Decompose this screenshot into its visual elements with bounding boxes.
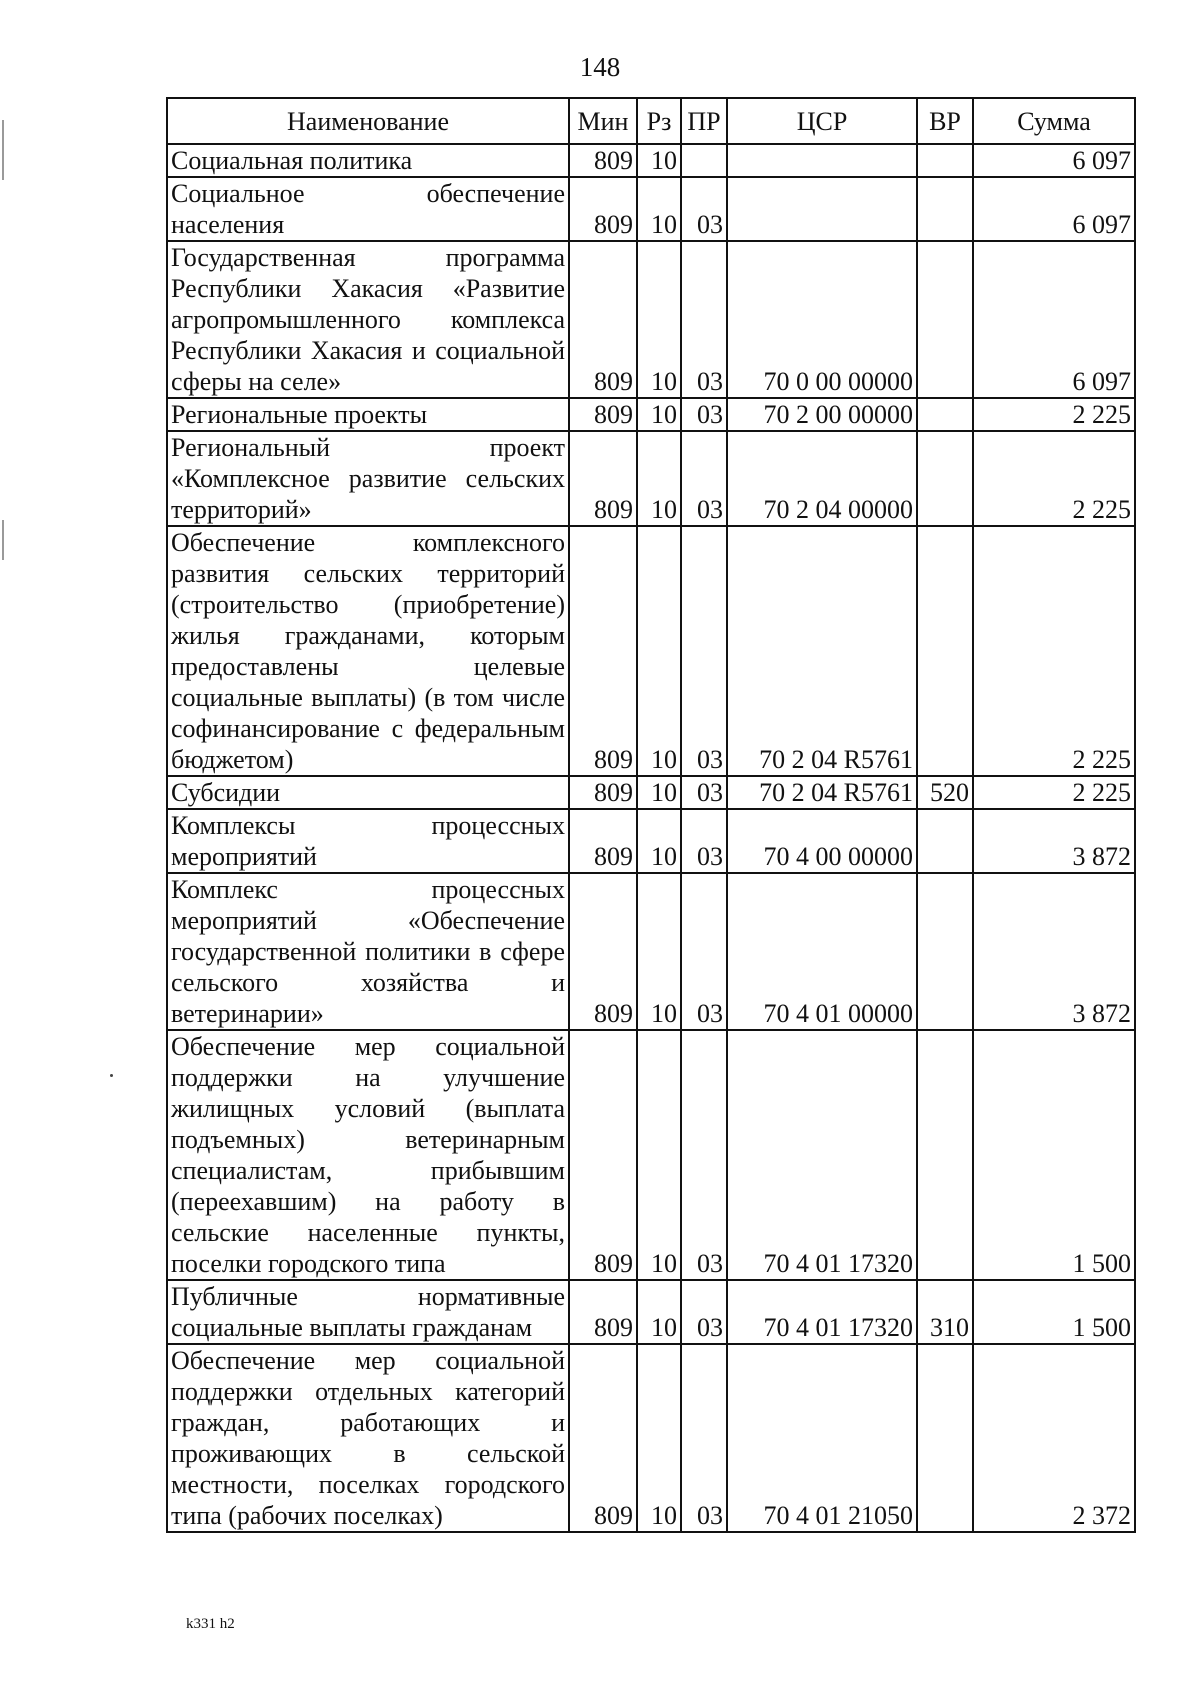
- table-row: [167, 1344, 1135, 1532]
- cell-vr: [917, 1030, 973, 1280]
- cell-name: Региональные проекты: [167, 398, 569, 431]
- cell-name: Обеспечение мер социальной поддержки на улучшение жилищных условий (выплата подъемных) ветеринарным специалистам, прибывшим (переехавшим) на работу в сельские населенные пункты, поселки городского типа: [167, 1030, 569, 1280]
- table-row: [167, 241, 1135, 398]
- cell-min: 809: [569, 1344, 637, 1532]
- cell-rz: 10: [637, 431, 681, 526]
- cell-pr: 03: [681, 809, 727, 873]
- cell-pr: 03: [681, 177, 727, 241]
- cell-min: 809: [569, 1030, 637, 1280]
- table-row: [167, 431, 1135, 526]
- cell-vr: [917, 144, 973, 177]
- cell-csr: 70 4 01 17320: [727, 1280, 917, 1344]
- cell-sum: 2 225: [973, 776, 1135, 809]
- table-row: [167, 526, 1135, 776]
- cell-sum: 1 500: [973, 1030, 1135, 1280]
- cell-pr: 03: [681, 873, 727, 1030]
- cell-rz: 10: [637, 1280, 681, 1344]
- cell-vr: [917, 873, 973, 1030]
- cell-name: Комплексы процессных мероприятий: [167, 809, 569, 873]
- cell-sum: 6 097: [973, 144, 1135, 177]
- table-row: [167, 1280, 1135, 1344]
- cell-csr: 70 0 00 00000: [727, 241, 917, 398]
- cell-name: Обеспечение мер социальной поддержки отдельных категорий граждан, работающих и проживающих в сельской местности, поселках городского типа (рабочих поселках): [167, 1344, 569, 1532]
- cell-min: 809: [569, 809, 637, 873]
- header-pr: ПР: [681, 98, 727, 144]
- scan-edge-mark: [2, 520, 4, 560]
- cell-min: 809: [569, 873, 637, 1030]
- cell-min: 809: [569, 1280, 637, 1344]
- cell-rz: 10: [637, 398, 681, 431]
- cell-sum: 2 225: [973, 526, 1135, 776]
- cell-sum: 2 225: [973, 398, 1135, 431]
- cell-min: 809: [569, 177, 637, 241]
- page-number: 148: [579, 52, 621, 82]
- cell-vr: [917, 241, 973, 398]
- table-row: [167, 809, 1135, 873]
- cell-name: Государственная программа Республики Хакасия «Развитие агропромышленного комплекса Республики Хакасия и социальной сферы на селе»: [167, 241, 569, 398]
- header-name: Наименование: [167, 98, 569, 144]
- cell-csr: [727, 144, 917, 177]
- table-row: [167, 398, 1135, 431]
- cell-sum: 2 372: [973, 1344, 1135, 1532]
- table-row: [167, 177, 1135, 241]
- cell-pr: [681, 144, 727, 177]
- cell-csr: 70 4 01 17320: [727, 1030, 917, 1280]
- cell-rz: 10: [637, 177, 681, 241]
- cell-vr: [917, 431, 973, 526]
- budget-table: [166, 97, 1136, 1533]
- cell-pr: 03: [681, 398, 727, 431]
- table-header-row: [167, 98, 1135, 144]
- cell-vr: [917, 177, 973, 241]
- table-row: [167, 873, 1135, 1030]
- footer-code: k331 h2: [186, 1616, 235, 1632]
- cell-vr: [917, 398, 973, 431]
- cell-rz: 10: [637, 809, 681, 873]
- cell-csr: 70 4 00 00000: [727, 809, 917, 873]
- cell-name: Социальная политика: [167, 144, 569, 177]
- cell-vr: 310: [917, 1280, 973, 1344]
- scan-edge-mark: [2, 120, 4, 180]
- cell-pr: 03: [681, 1030, 727, 1280]
- header-min: Мин: [569, 98, 637, 144]
- cell-sum: 3 872: [973, 873, 1135, 1030]
- cell-rz: 10: [637, 873, 681, 1030]
- cell-csr: 70 2 00 00000: [727, 398, 917, 431]
- cell-sum: 6 097: [973, 241, 1135, 398]
- cell-sum: 3 872: [973, 809, 1135, 873]
- cell-sum: 1 500: [973, 1280, 1135, 1344]
- cell-rz: 10: [637, 241, 681, 398]
- cell-pr: 03: [681, 526, 727, 776]
- cell-min: 809: [569, 526, 637, 776]
- header-rz: Рз: [637, 98, 681, 144]
- table-row: [167, 776, 1135, 809]
- header-sum: Сумма: [973, 98, 1135, 144]
- cell-vr: [917, 1344, 973, 1532]
- cell-min: 809: [569, 398, 637, 431]
- cell-pr: 03: [681, 1344, 727, 1532]
- header-csr: ЦСР: [727, 98, 917, 144]
- cell-sum: 2 225: [973, 431, 1135, 526]
- cell-min: 809: [569, 431, 637, 526]
- cell-rz: 10: [637, 1344, 681, 1532]
- table-row: [167, 1030, 1135, 1280]
- header-vr: ВР: [917, 98, 973, 144]
- cell-name: Субсидии: [167, 776, 569, 809]
- cell-rz: 10: [637, 776, 681, 809]
- cell-vr: [917, 809, 973, 873]
- cell-name: Публичные нормативные социальные выплаты гражданам: [167, 1280, 569, 1344]
- cell-csr: 70 2 04 00000: [727, 431, 917, 526]
- cell-csr: 70 2 04 R5761: [727, 776, 917, 809]
- cell-csr: [727, 177, 917, 241]
- cell-name: Комплекс процессных мероприятий «Обеспечение государственной политики в сфере сельского хозяйства и ветеринарии»: [167, 873, 569, 1030]
- cell-vr: [917, 526, 973, 776]
- cell-csr: 70 4 01 00000: [727, 873, 917, 1030]
- cell-min: 809: [569, 776, 637, 809]
- cell-sum: 6 097: [973, 177, 1135, 241]
- cell-rz: 10: [637, 144, 681, 177]
- table-row: [167, 144, 1135, 177]
- cell-name: Обеспечение комплексного развития сельских территорий (строительство (приобретение) жилья гражданами, которым предоставлены целевые социальные выплаты) (в том числе софинансирование с федеральным бюджетом): [167, 526, 569, 776]
- cell-vr: 520: [917, 776, 973, 809]
- cell-pr: 03: [681, 241, 727, 398]
- cell-rz: 10: [637, 526, 681, 776]
- cell-pr: 03: [681, 776, 727, 809]
- cell-csr: 70 4 01 21050: [727, 1344, 917, 1532]
- cell-csr: 70 2 04 R5761: [727, 526, 917, 776]
- cell-min: 809: [569, 144, 637, 177]
- cell-name: Социальное обеспечение населения: [167, 177, 569, 241]
- cell-min: 809: [569, 241, 637, 398]
- cell-name: Региональный проект «Комплексное развитие сельских территорий»: [167, 431, 569, 526]
- cell-pr: 03: [681, 1280, 727, 1344]
- cell-pr: 03: [681, 431, 727, 526]
- cell-rz: 10: [637, 1030, 681, 1280]
- scan-speck: [110, 1074, 113, 1077]
